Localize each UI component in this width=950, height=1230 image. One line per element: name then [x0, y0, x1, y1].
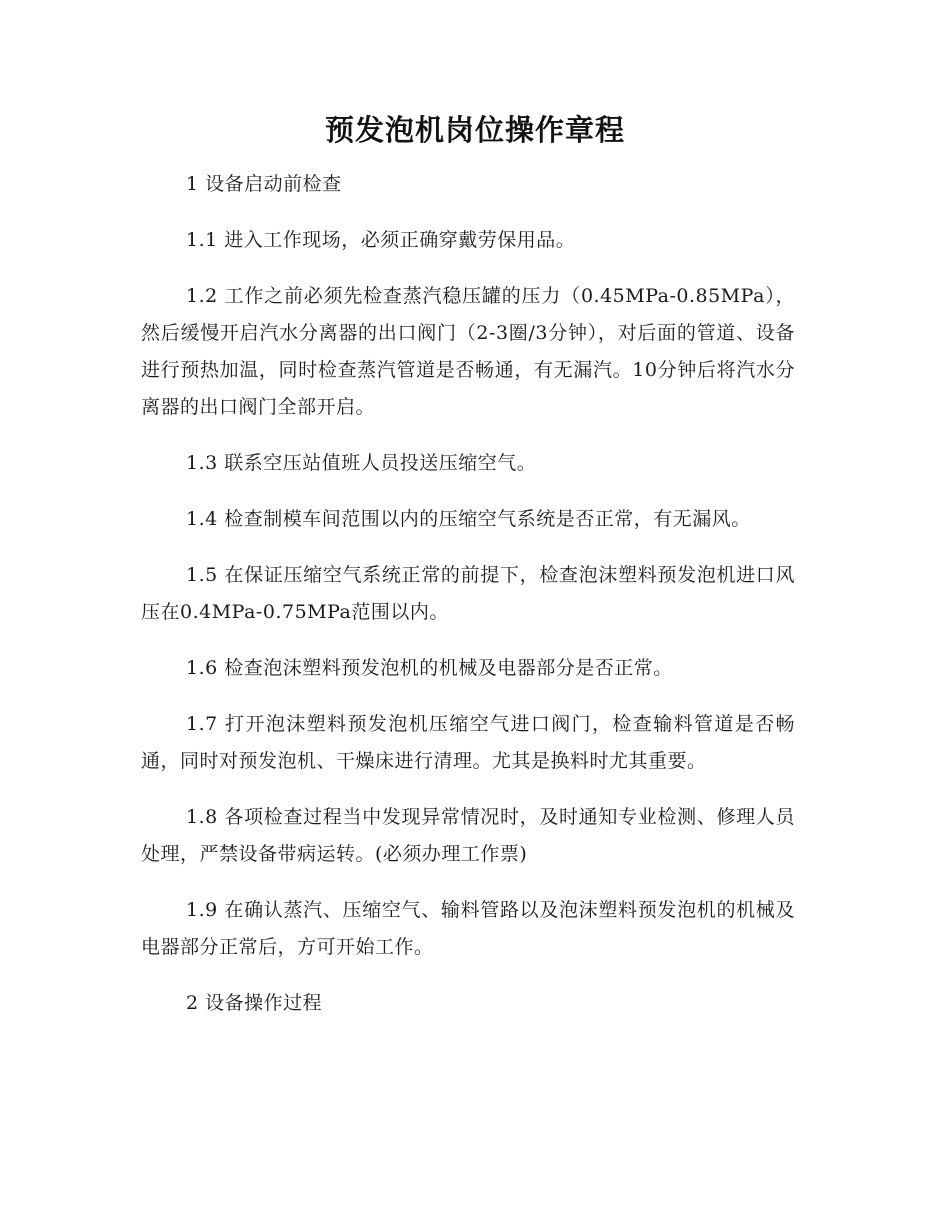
document-title: 预发泡机岗位操作章程 [324, 113, 625, 147]
paragraph-1-4: 1.4 检查制模车间范围以内的压缩空气系统是否正常，有无漏风。 [186, 508, 751, 530]
paragraph-1-2: 1.2 工作之前必须先检查蒸汽稳压罐的压力（0.45MPa-0.85MPa），然后缓慢开启汽水分离器的出口阀门（2-3圈/3分钟），对后面的管道、设备进行预热加温，同时检查蒸汽管道是否畅通，有无漏汽。10分钟后将汽水分离器的出口阀门全部开启。 [141, 285, 795, 418]
paragraph-1-5: 1.5 在保证压缩空气系统正常的前提下，检查泡沫塑料预发泡机进口风压在0.4MPa-0.75MPa范围以内。 [141, 564, 795, 623]
section-heading-2: 2 设备操作过程 [186, 992, 323, 1014]
paragraph-1-1: 1.1 进入工作现场，必须正确穿戴劳保用品。 [186, 229, 576, 251]
document-body [141, 166, 795, 1041]
section-heading-1: 1 设备启动前检查 [186, 173, 342, 195]
paragraph-1-3: 1.3 联系空压站值班人员投送压缩空气。 [186, 452, 537, 474]
paragraph-1-9: 1.9 在确认蒸汽、压缩空气、输料管路以及泡沫塑料预发泡机的机械及电器部分正常后，方可开始工作。 [141, 899, 795, 958]
paragraph-1-7: 1.7 打开泡沫塑料预发泡机压缩空气进口阀门，检查输料管道是否畅通，同时对预发泡机、干燥床进行清理。尤其是换料时尤其重要。 [141, 713, 795, 772]
paragraph-1-8: 1.8 各项检查过程当中发现异常情况时，及时通知专业检测、修理人员处理，严禁设备带病运转。(必须办理工作票) [141, 806, 795, 865]
paragraph-1-6: 1.6 检查泡沫塑料预发泡机的机械及电器部分是否正常。 [186, 657, 673, 679]
